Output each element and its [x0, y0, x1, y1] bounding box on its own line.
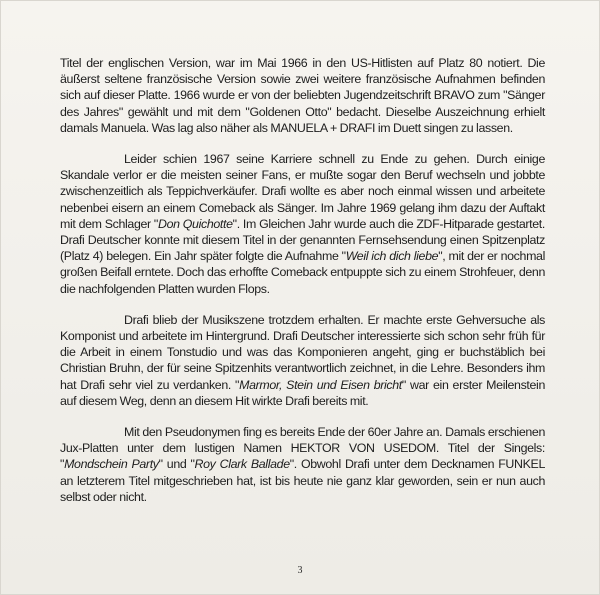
paragraph-3 — [60, 312, 545, 409]
italic-title: Weil ich dich liebe — [345, 249, 439, 264]
italic-title: Don Quichotte — [157, 216, 233, 231]
text-run: Drafi blieb der Musikszene trotzdem erhalten. Er machte erste Gehversuche als Komponist und arbeitete im Hintergrund. Drafi Deutscher interessierte sich schon sehr früh für die Arbeit in einem Tonstudio und was das Komponieren angeht, ging er buchstäblich bei Christian Bruhn, der für seine Spitzenhits verantwortlich zeichnet, in die Lehre. Besonders ihm hat Drafi sehr viel zu verdanken. " — [60, 312, 545, 392]
text-run: Titel der englischen Version, war im Mai 1966 in den US-Hitlisten auf Platz 80 notiert. Die äußerst seltene französische Version sowie zwei weitere französische Aufnahmen befinden sich auf dieser Platte. 1966 wurde er von der beliebten Jugendzeitschrift BRAVO zum "Sänger des Jahres" gewählt und mit dem "Goldenen Otto" bedacht. Dieselbe Auszeichnung erhielt damals Manuela. Was lag also näher als MANUELA + DRAFI im Duett singen zu lassen. — [60, 56, 545, 135]
article-body — [60, 55, 545, 505]
text-run: ". Obwohl Drafi unter dem Decknamen FUNKEL an letzterem Titel mitgeschrieben hat, ist bis heute nie ganz klar geworden, sein er nun auch selbst oder nicht. — [60, 457, 545, 504]
italic-title: Mondschein Party — [64, 457, 159, 472]
text-run: " war ein erster Meilenstein auf diesem Weg, denn an diesem Hit wirkte Drafi bereits mit. — [60, 377, 546, 408]
page-number: 3 — [297, 565, 303, 576]
paragraph-2 — [60, 151, 545, 297]
italic-title: Roy Clark Ballade — [194, 457, 290, 472]
text-run: Mit den Pseudonymen fing es bereits Ende der 60er Jahre an. Damals erschienen Jux-Platten unter dem lustigen Namen HEKTOR VON USEDOM. Titel der Singels: " — [60, 425, 545, 472]
paragraph-4 — [60, 424, 545, 505]
text-run: ". Im Gleichen Jahr wurde auch die ZDF-Hitparade gestartet. Drafi Deutscher konnte mit diesem Titel in der genannten Fernsehsendung einen Spitzenplatz (Platz 4) belegen. Ein Jahr später folgte die Aufnahme " — [60, 216, 545, 264]
paragraph-1 — [60, 55, 545, 136]
italic-title: Marmor, Stein und Eisen bricht — [239, 377, 402, 392]
text-run: " und " — [158, 457, 195, 472]
text-run: Leider schien 1967 seine Karriere schnell zu Ende zu gehen. Durch einige Skandale verlor er die meisten seiner Fans, er mußte sogar den Beruf wechseln und jobbte zwischenzeitlich als Teppichverkäufer. Drafi wollte es aber noch einmal wissen und arbeitete nebenbei eisern an einem Comeback als Sänger. Im Jahre 1969 gelang ihm dazu der Auftakt mit dem Schlager " — [60, 152, 545, 231]
text-run: ", mit der er nochmal großen Beifall erntete. Doch das erhoffte Comeback entpuppte sich zu einem Strohfeuer, denn die nachfolgenden Platten wurden Flops. — [60, 249, 545, 296]
